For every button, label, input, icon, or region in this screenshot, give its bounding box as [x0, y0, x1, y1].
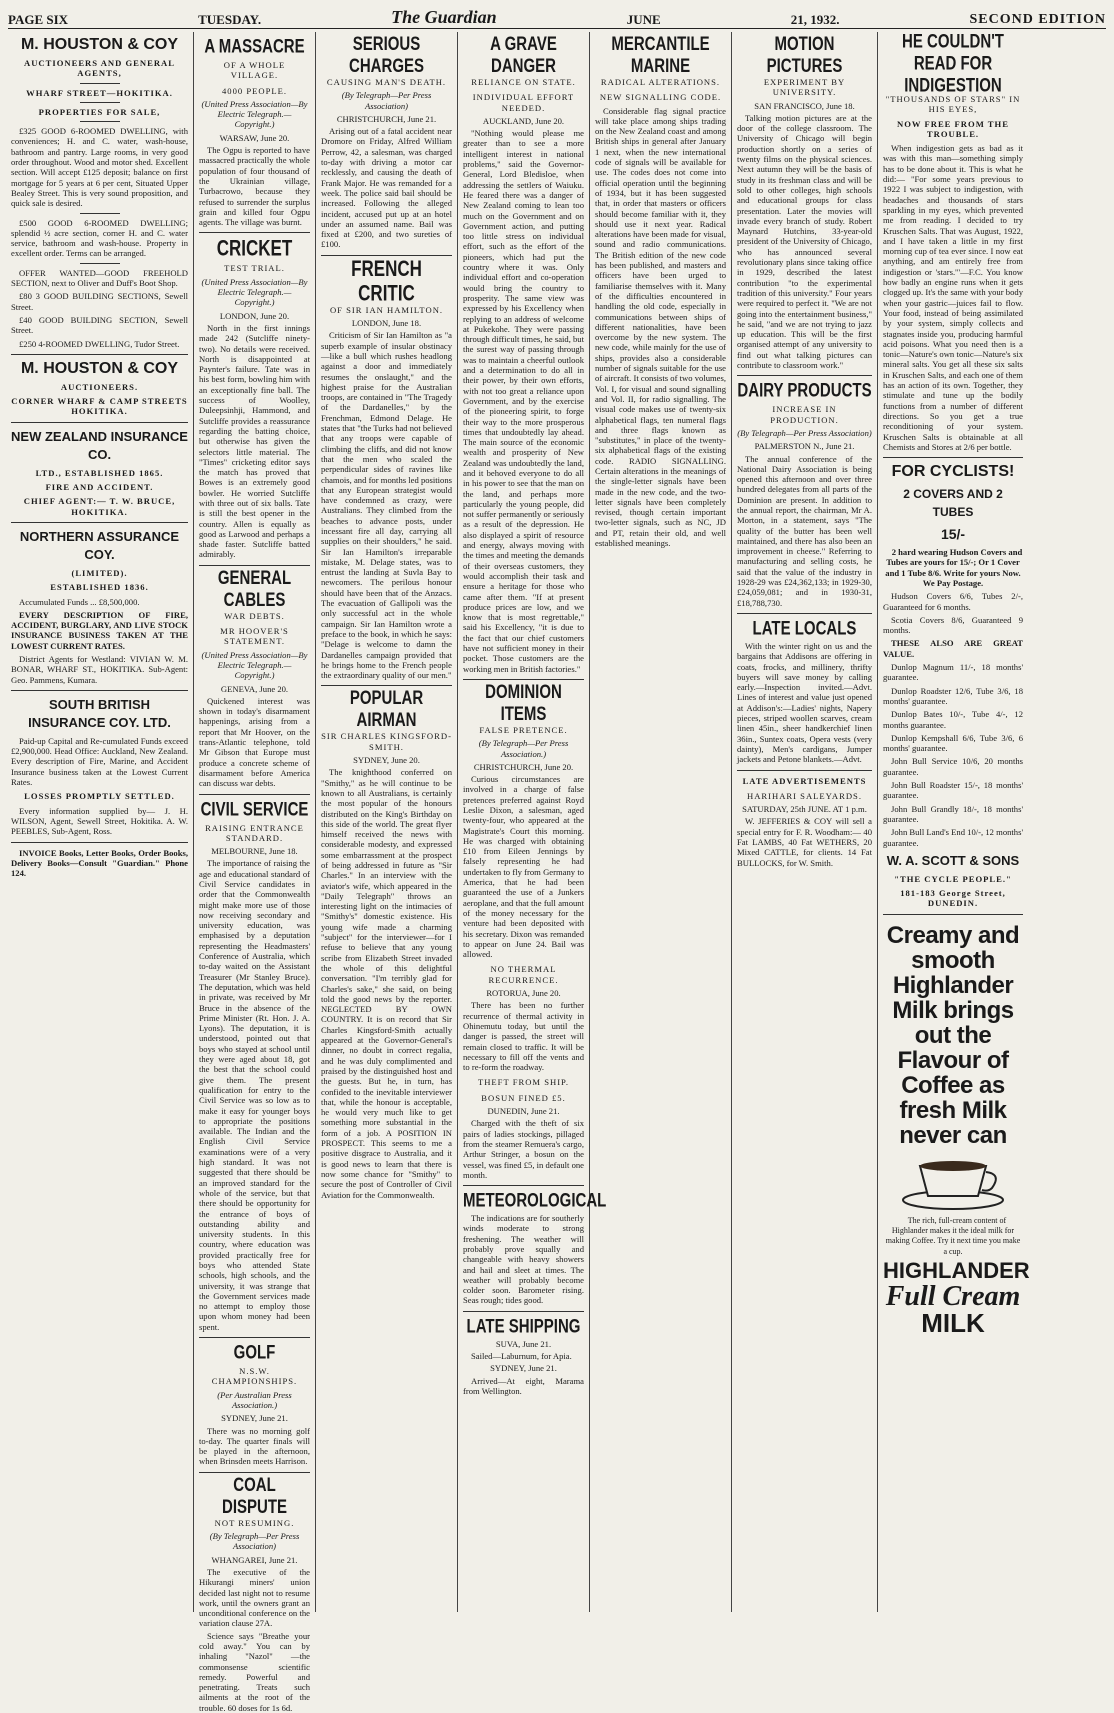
- houston2-sub: AUCTIONEERS.: [60, 381, 139, 392]
- divider: [11, 422, 188, 423]
- property-listing: OFFER WANTED—GOOD FREEHOLD SECTION, next to Oliver and Duff's Boot Shop.: [11, 267, 188, 289]
- golf-subhead: N.S.W. CHAMPIONSHIPS.: [211, 1366, 298, 1387]
- airman-body: The knighthood conferred on "Smithy," as he will continue to be known to all Australians, is certainly the most popular of the honours distributed on the King's Birthday on this side of the world. The great flyer himself received the news with considerable modesty, and expressed some embarrassment at the prospect of being addressed in future as "Sir Charles." In an interview with the aviator's wife, which appeared in the "Daily Telegraph" throws an interesting light on the intimacies of "Smithy's" domestic existence. His young wife made a charming "subject" for the interviewer—for I refuse to believe that any young scribe from Elizabeth Street invaded the whole of this delightful conversation. "I'm terribly glad for Charles's sake," she said, on being told the good news by the reporter. NEGLECTED BY OWN COUNTRY. It is on record that Sir Charles Kingsford-Smith actually appeared at the Governor-General's dinner, no doubt in correct regalia, and he was duly complimented and praised by the distinguished host and the guests. But he, in turn, has confided to the inevitable interviewer that, while the honour is acceptable, he would very much like to get something more substantial in the form of a job. A POSITION IN PROSPECT. This seems to me a positive disgrace to Australia, and it is good news to learn that there is now some chance for "Smithy" to secure the post of Controller of Civil Aviation for the Commonwealth.: [321, 767, 452, 1200]
- merc-subhead: RADICAL ALTERATIONS.: [600, 77, 721, 87]
- divider: [11, 690, 188, 691]
- property-listing: £500 GOOD 6-ROOMED DWELLING; splendid ½ acre section, corner H. and C. water service, bathroom and wash-house. Property in excellent order. Terms can be arranged.: [11, 217, 188, 259]
- divider: [737, 375, 872, 376]
- props-title: PROPERTIES FOR SALE,: [38, 106, 161, 117]
- houston-title: M. HOUSTON & COY: [20, 36, 179, 53]
- coal-body: The executive of the Hikurangi miners' union decided last night not to resume work, until the owners grant an unconditional conference on the variation clause 27A.: [199, 1566, 310, 1629]
- divider: [80, 121, 120, 122]
- thermal-subhead: NO THERMAL RECURRENCE.: [488, 964, 559, 985]
- motion-body: Talking motion pictures are at the door of the college classroom. The University of Chicago will begin production shortly on a series of twenty films on the physical sciences. Next autumn they will be the basis of study in its freshman class and will be sold to other colleges, high schools and educational groups for class presentation. Later the movies will invade every branch of study. Robert Maynard Hutchins, 33-year-old president of the University of Chicago, who has announced several revolutionary plans since taking office in 1929, described the latest contribution "to the experimental tradition of this university." Four years were required to perfect it. "We are not going into the entertainment business," he said, "and we are not trying to jazz up education. This will be the first organised attempt of any university to find out what talking pictures can contribute to classroom work.": [737, 112, 872, 371]
- tyre-item: Dunlop Bates 10/-, Tube 4/-, 12 months guarantee.: [883, 709, 1023, 730]
- cables-credit: (United Press Association—By Electric Telegraph.—Copyright.): [201, 649, 308, 681]
- milk-word: MILK: [921, 1307, 985, 1338]
- column-7: [878, 32, 1028, 1612]
- coal-headline: COAL DISPUTE: [221, 1473, 287, 1518]
- nzins-sub: LTD., ESTABLISHED 1865.: [35, 467, 164, 478]
- grave-subhead-2: INDIVIDUAL EFFORT NEEDED.: [472, 92, 575, 113]
- airman-subhead: SIR CHARLES KINGSFORD-SMITH.: [321, 731, 452, 752]
- civil-headline: CIVIL SERVICE: [200, 797, 309, 821]
- golf-headline: GOLF: [233, 1341, 276, 1364]
- divider: [199, 794, 310, 795]
- dominion-headline: DOMINION ITEMS: [485, 680, 562, 726]
- golf-body: There was no morning golf to-day. The quarter finals will be played in the afternoon, when Brinsden meets Harrison.: [199, 1425, 310, 1467]
- theft-body: Charged with the theft of six pairs of ladies stockings, pillaged from the steamer Remuera's cargo, Arthur Stringer, a bosun on the vessel, was fined £5, in default one month.: [463, 1118, 584, 1180]
- shipping-line-2: Arrived—At eight, Marama from Wellington.: [463, 1375, 584, 1396]
- northern-sub: (LIMITED).: [71, 567, 128, 578]
- serious-body: Arising out of a fatal accident near Dromore on Friday, Alfred William Perrow, 42, a salesman, was charged to-day with driving a motor car recklessly, and causing the death of Frank Major. He was remanded for a week. The police said bail should be increased. Following the alleged incident, accused put up at an hotel under an assumed name. Bail was fixed at £200, and two sureties of £100.: [321, 126, 452, 250]
- met-headline: METEOROLOGICAL: [463, 1189, 607, 1212]
- civil-body: The importance of raising the age and educational standard of Civil Service candidates in order that the Commonwealth might make more use of those now receiving secondary and university education, was emphasised by a deputation representing the Headmasters' Conference of Australia, which to-day waited on the Assistant Treasurer (Mr Stanley Bruce). The deputation, which was held in private, was received by Mr Bruce in the absence of the Prime Minister (Rt. Hon. J. A. Lyons). The deputation, it is understood, pointed out that boys who stayed at school until they were aged about 18, got the best that the school could give them. The present qualification for entry to the Civil Service was so low as to make it easy for younger boys to appropriate the positions available. The Indian and the English Civil Service examinations were of a very high standard. It was not suggested that there should be an improved standard for the whole of the service, but that there should be opportunity for the entrance of boys of outstanding ability and university students. In this country, where education was provided practically free for boys who attended State schools, high schools, and the university, it was strange that the Government services made no attempt to employ those upon whom money had been spent.: [199, 858, 310, 1332]
- divider: [11, 842, 188, 843]
- late-ads-date: SATURDAY, 25th JUNE. AT 1 p.m.: [742, 804, 867, 815]
- divider: [80, 102, 120, 103]
- civil-dateline: MELBOURNE, June 18.: [211, 846, 298, 857]
- tyre-item: Dunlop Roadster 12/6, Tube 3/6, 18 months' guarantee.: [883, 685, 1023, 706]
- divider: [463, 1185, 584, 1186]
- northern-title: NORTHERN ASSURANCE COY.: [19, 528, 180, 562]
- page-number: PAGE SIX: [8, 12, 69, 27]
- dairy-body: The annual conference of the National Dairy Association is being opened this afternoon and over three hundred delegates from all parts of the Dominion are present. In addition to the annual report, the chairman, Mr A. Morton, in a statement, says "The quality of the butter has been well maintained, and there has also been an improvement in cheese." Referring to manufacturing and selling costs, he said that the value of the industry in 1928-29 was £24,362,133; in 1929-30, £24,059,081; and in 1930-31, £18,788,730.: [737, 453, 872, 608]
- divider: [463, 679, 584, 680]
- northern-est: ESTABLISHED 1836.: [50, 582, 149, 593]
- massacre-dateline: WARSAW, June 20.: [219, 132, 290, 143]
- scott-addr: 181-183 George Street, DUNEDIN.: [900, 888, 1006, 909]
- coal-credit: (By Telegraph—Per Press Association): [209, 1531, 300, 1552]
- cables-dateline: GENEVA, June 20.: [220, 683, 289, 694]
- divider: [80, 213, 120, 214]
- page-columns: [6, 30, 1108, 1713]
- golf-dateline: SYDNEY, June 21.: [221, 1413, 288, 1424]
- divider: [11, 522, 188, 523]
- serious-dateline: CHRISTCHURCH, June 21.: [336, 113, 437, 124]
- masthead: [8, 6, 1106, 29]
- motion-dateline: SAN FRANCISCO, June 18.: [754, 100, 855, 111]
- dominion-body: Curious circumstances are involved in a charge of false pretences preferred against Royd Leslie Dixon, a salesman, aged twenty-four, who appeared at the Magistrate's Court this morning. He was charged with obtaining £10 from Eileen Jennings by falsely representing he had undertaken to fly from Germany to America, that he had been guaranteed the use of a Junkers aeroplane, and that the full amount of the money necessary for the venture had been deposited with his secretary. Dixon was remanded to appear on June 24. Bail was allowed.: [463, 774, 584, 960]
- tyre-item: Hudson Covers 6/6, Tubes 2/-, Guaranteed for 6 months.: [883, 591, 1023, 612]
- houston2-addr: CORNER WHARF & CAMP STREETS HOKITIKA.: [11, 396, 188, 417]
- scott-title: W. A. SCOTT & SONS: [886, 852, 1020, 868]
- property-listing: £250 4-ROOMED DWELLING, Tudor Street.: [19, 338, 180, 349]
- grave-body: "Nothing would please me greater than to see a more intelligent interest in national problems," said the Governor-General, Lord Bledisloe, when addressing the settlers of Waiuku. He feared there was a danger of New Zealand coming to lean too much on the Government and on Government action, and putting too little stress on individual effort, such as the effort of the pioneers, which had put the country where it was. Only individual effort and co-operation would bring the country to prosperity. The same view was expressed by his Excellency when replying to an address of welcome at Pukekohe. They were passing through difficult times, he said, but the surest way of passing through was to maintain a cheerful outlook and a determination to do all in their power, by their own efforts, with not too great a reliance upon Government, and by the exercise of the pioneering spirit, to forge their way to the more prosperous times that undoubtedly lay ahead. The main source of the economic wealth and prosperity of New Zealand was undoubtedly the land, and it behoved everyone to do all in his power to see that the man on the land, and perhaps more particularly the young people, did not suffer permanently or seriously as a result of the depression. He also displayed a spirit of resource and energy, always moving with the times and meeting the demands of their overseas customers, they would accomplish their task and ensure a heritage for those who came after them. "If at present produce prices are low, and we know that is most regrettable," said his Excellency, "it is due to the fact that our chief customers have not sufficient money in their pocket. Those customers are the working men in British factories.": [463, 128, 584, 674]
- grave-dateline: AUCKLAND, June 20.: [482, 115, 565, 126]
- tyre-item: THESE ALSO ARE GREAT VALUE.: [883, 638, 1023, 659]
- masthead-paper: The Guardian: [391, 7, 497, 27]
- masthead-month: JUNE: [626, 12, 661, 27]
- cyc-body: 2 hard wearing Hudson Covers and Tubes are yours for 15/-; Or 1 Cover and 1 Tube 8/6. Write for yours Now. We Pay Postage.: [885, 547, 1023, 588]
- cyc-price: 15/-: [940, 526, 966, 543]
- french-subhead: OF SIR IAN HAMILTON.: [329, 304, 444, 315]
- theft-subhead-2: BOSUN FINED £5.: [481, 1092, 566, 1103]
- cyc-sub: 2 COVERS AND 2 TUBES: [903, 487, 1003, 520]
- column-1: [6, 32, 194, 1612]
- divider: [883, 457, 1023, 458]
- divider: [883, 914, 1023, 915]
- tyre-item: Dunlop Magnum 11/-, 18 months' guarantee.: [883, 662, 1023, 683]
- locals-body: With the winter right on us and the bargains that Addisons are offering in coats, frocks, and millinery, thrifty buyers will save money by calling early.—Inspection invited.—Advt. Lines of interest and value just opened at Addison's:—Ladies' nights, Napery pieces, striped woollen scarves, cream linen 45in., sheer handkerchief linen 36in., Suntex coats, Opera vests (very dainty), Men's cardigans, Jumper jackets and Petone blankets.—Advt.: [737, 640, 872, 765]
- tyre-item: John Bull Land's End 10/-, 12 months' guarantee.: [883, 827, 1023, 848]
- indig-headline: HE COULDN'T READ FOR INDIGESTION: [902, 30, 1004, 97]
- south-info: Every information supplied by— J. H. WILSON, Agent, Sewell Street, Hokitika. A. W. PEEBLES, Sub-Agent, Ross.: [11, 805, 188, 837]
- cables-subhead: WAR DEBTS.: [224, 610, 285, 621]
- civil-subhead: RAISING ENTRANCE STANDARD.: [205, 822, 304, 843]
- cables-subhead-2: MR HOOVER'S STATEMENT.: [220, 626, 289, 647]
- dairy-dateline: PALMERSTON N., June 21.: [754, 441, 855, 452]
- theft-dateline: DUNEDIN, June 21.: [487, 1106, 560, 1117]
- nzins-title: NEW ZEALAND INSURANCE CO.: [11, 428, 188, 462]
- dominion-subhead: FALSE PRETENCE.: [479, 724, 568, 735]
- masthead-day: TUESDAY.: [198, 12, 262, 27]
- column-3: [316, 32, 458, 1612]
- dairy-headline: DAIRY PRODUCTS: [737, 379, 872, 402]
- south-losses: LOSSES PROMPTLY SETTLED.: [24, 791, 175, 802]
- coffee-cup-icon: [898, 1152, 1008, 1212]
- shipping-dateline: SUVA, June 21.: [495, 1338, 552, 1349]
- massacre-subhead-2: 4000 PEOPLE.: [222, 85, 287, 96]
- serious-headline: SERIOUS CHARGES: [348, 32, 424, 78]
- merc-body: Considerable flag signal practice will take place among ships trading on the New Zealand coast and among British ships in general after January 1 next, when the new international code of signals will be available for use. The codes does not come into official operation until the beginning of 1934, but it has been suggested that, in order that masters or officers should become familiar with it, they should use it next year. Radical alterations have been made for visual, sound and radio communications. The British edition of the new code has been published, and masters and officers have been urged to familiarise themselves with it. Many of the difficulties encountered in handling the old code, especially in communications between ships of different nationalities, have been overcome by the new system. The new code, while mainly for the use of ships, provides also a considerable number of signals suitable for the use of aircraft. It consists of two volumes, Vol. I, for visual and sound signalling and Vol. II, for radio signalling. The visual code makes use of twenty-six alphabetical flags, ten numeral flags and three flags known as "substitutes," in place of the twenty-six alphabetical flags of the existing code. RADIO SIGNALLING. Certain alterations in the meanings of the single-letter signals have been made in the new code, and the two-letter signals have been completely revised, though certain important two-letter signals, such as NC, JD and PT, retain their old, and well established meanings.: [595, 105, 726, 549]
- massacre-headline: A MASSACRE: [204, 35, 305, 58]
- column-5: [590, 32, 732, 1612]
- masthead-date: 21, 1932.: [790, 12, 840, 27]
- locals-headline: LATE LOCALS: [752, 617, 857, 640]
- shipping-line: Sailed—Laburnum, for Apia.: [471, 1351, 572, 1362]
- grave-subhead: RELIANCE ON STATE.: [471, 77, 576, 87]
- divider: [737, 613, 872, 614]
- cables-headline: GENERAL CABLES: [217, 566, 292, 611]
- property-listing: £40 GOOD BUILDING SECTION, Sewell Street.: [11, 314, 188, 336]
- milk-small: The rich, full-cream content of Highlander makes it the ideal milk for making Coffee. Try it next time you make a cup.: [885, 1215, 1021, 1256]
- cricket-subhead: TEST TRIAL.: [224, 263, 285, 274]
- milk-headline: Creamy and smooth Highlander Milk brings out the Flavour of Coffee as fresh Milk never can: [886, 921, 1020, 1149]
- cricket-dateline: LONDON, June 20.: [219, 310, 290, 321]
- french-body: Criticism of Sir Ian Hamilton as "a superb example of insular obstinacy—like a bull which rushes headlong against a door and immediately resumes the onslaught," and the highest praise for the Australian troops, are contained in "The Tragedy of the Dardanelles," by the Frenchman, Edmond Delage. He states that "the Turks had not believed that any troops were capable of climbing the cliffs, and did not know that the men who scaled the perpendicular sides of ravines like chamois, and for months led positions that any European strategist would have condemned as crazy, were Australians. They climbed from the beaches to advance posts, under incessant fire all day, carrying all supplies on their shoulders," he said. Sir Ian Hamilton's irreparable mistake, M. Delage states, was to entrust the landing at Suvla Bay to newcomers. The perilous honour should have been that of the Anzacs. The evacuation of Gallipoli was the only successful act in the whole campaign. Sir Ian Hamilton wrote a preface to the book, in which he says: "Delage is welcome to damn the Dardanelles campaign provided that he brings home to the French people the extraordinary quality of our men.": [321, 330, 452, 681]
- dairy-subhead: INCREASE IN PRODUCTION.: [770, 404, 839, 425]
- grave-headline: A GRAVE DANGER: [490, 32, 557, 78]
- divider: [80, 83, 120, 84]
- dairy-credit: (By Telegraph—Per Press Association): [737, 427, 872, 438]
- divider: [80, 263, 120, 264]
- thermal-body: There has been no further recurrence of thermal activity in Ohinemutu today, but until the danger is passed, the street will remain closed to traffic. It will be necessary to fill off the vents and to re-form the roadway.: [463, 1000, 584, 1073]
- northern-agents: District Agents for Westland: VIVIAN W. M. BONAR, WHARF ST., HOKITIKA. Sub-Agent: Geo. Pammens, Kumara.: [11, 653, 188, 685]
- column-2: [194, 32, 316, 1713]
- nzins-fire: FIRE AND ACCIDENT.: [45, 482, 154, 493]
- french-dateline: LONDON, June 18.: [351, 318, 422, 329]
- motion-subhead: EXPERIMENT BY UNIVERSITY.: [763, 77, 846, 98]
- cyc-title: FOR CYCLISTS!: [891, 463, 1015, 481]
- divider: [199, 232, 310, 233]
- indig-subhead-2: NOW FREE FROM THE TROUBLE.: [897, 118, 1009, 139]
- massacre-body: The Ogpu is reported to have massacred practically the whole population of four thousand of the Ukrainian village, Turbacrowo, because they refused to surrender the surplus grain and killed four Ogpu agents. The village was burnt.: [199, 145, 310, 228]
- massacre-credit: (United Press Association—By Electric Telegraph.—Copyright.): [201, 98, 308, 130]
- masthead-edition: SECOND EDITION: [969, 12, 1106, 27]
- merc-headline: MERCANTILE MARINE: [611, 32, 710, 78]
- divider: [199, 1472, 310, 1473]
- cricket-headline: CRICKET: [216, 236, 293, 262]
- late-ads-title: LATE ADVERTISEMENTS: [742, 775, 867, 786]
- tyre-item: John Bull Roadster 15/-, 18 months' guarantee.: [883, 780, 1023, 801]
- cricket-body: North in the first innings made 242 (Sutcliffe ninety-two). No details were received. North is disappointed at Paynter's failure. Tate was in his best form, bowling him with an exceptionally fine ball. The success of Woolley, Duleepsinhji, Hammond, and Sutcliffe provides a reassurance regarding the batting choice, but otherwise has given the selectors little material. The "Times" cricketing editor says the match has proved that Bowes is an extremely good bowler. He worried Sutcliffe with three out of six balls. Tate is still the best opener in the country. Allen is equally as good as Larwood and perhaps a shade faster. Sutcliffe batted admirably.: [199, 322, 310, 560]
- indig-body: When indigestion gets as bad as it was with this man—something simply has to be done about it. This is what he did:— "For some years previous to 1922 I was subject to indigestion, with headaches and thousands of stars sparkling in my eyes, which prevented me from reading. I decided to try Kruschen Salts. That was August, 1922, and I have taken a little in my first morning cup of tea ever since. I now eat anything, and am entirely free from indigestion or 'stars.'"—F.C. You know how badly an engine runs when it gets clogged up. It's the same with your body when your gastric—juices fail to flow. Your food, instead of being assimilated by your system, simply collects and stagnates inside you, producing harmful acid poisons. What you need then is a tonic—Nature's own tonic—Nature's six mineral salts. You get all these six salts in Kruschen Salts, and each one of them has an action of its own. Together, they stimulate and tune up the bodily functions from a number of different directions. So you get a true reconditioning of your system. Kruschen Salts is obtainable at all Chemists and Stores at 2/6 per bottle.: [883, 143, 1023, 452]
- coal-subhead: NOT RESUMING.: [214, 1517, 295, 1528]
- nzins-agent: CHIEF AGENT:— T. W. BRUCE, HOKITIKA.: [23, 496, 176, 517]
- thermal-dateline: ROTORUA, June 20.: [486, 988, 561, 999]
- divider: [11, 354, 188, 355]
- met-body: The indications are for southerly winds moderate to strong freshening. The weather will probably prove squally and changeable with heavy showers and hail and sleet at times. The weather will probably become colder soon. Barometer rising. Seas rough; tides good.: [463, 1213, 584, 1306]
- golf-credit: (Per Australian Press Association.): [217, 1389, 292, 1410]
- motion-headline: MOTION PICTURES: [766, 32, 843, 78]
- cables-body: Quickened interest was shown in today's disarmament happenings, arising from a report that Mr Hoover, on the trans-Atlantic telephone, told Mr Gibson that Europe must produce a concrete scheme of disarmament before America can discuss war debts.: [199, 695, 310, 789]
- indig-subhead: "THOUSANDS OF STARS" IN HIS EYES,: [885, 94, 1021, 115]
- divider: [199, 565, 310, 566]
- property-listing: £80 3 GOOD BUILDING SECTIONS, Sewell Street.: [11, 291, 188, 312]
- south-body: Paid-up Capital and Re-cumulated Funds exceed £2,900,000. Head Office: Auckland, New Zealand. Every description of Fire, Marine, and Accident Insurance business taken at the Lowest Current Rates.: [11, 735, 188, 788]
- airman-dateline: SYDNEY, June 20.: [353, 755, 420, 766]
- northern-body: EVERY DESCRIPTION OF FIRE, ACCIDENT, BURGLARY, AND LIVE STOCK INSURANCE BUSINESS TAKEN AT THE LOWEST CURRENT RATES.: [11, 609, 188, 651]
- column-6: [732, 32, 878, 1612]
- tyre-item: John Bull Grandly 18/-, 18 months' guarantee.: [883, 803, 1023, 824]
- serious-subhead: CAUSING MAN'S DEATH.: [326, 77, 447, 87]
- dominion-credit: (By Telegraph—Per Press Association.): [478, 738, 569, 759]
- cricket-credit: (United Press Association—By Electric Telegraph.—Copyright.): [201, 276, 308, 308]
- northern-funds: Accumulated Funds ... £8,500,000.: [19, 596, 140, 607]
- houston2-title: M. HOUSTON & COY: [20, 359, 179, 377]
- milk-script: Full Cream: [885, 1280, 1021, 1312]
- shipping-dateline-2: SYDNEY, June 21.: [490, 1363, 557, 1374]
- merc-subhead-2: NEW SIGNALLING CODE.: [599, 92, 722, 103]
- tyre-item: Scotia Covers 8/6, Guaranteed 9 months.: [883, 614, 1023, 636]
- tyre-item: John Bull Service 10/6, 20 months guarantee.: [883, 756, 1023, 777]
- airman-headline: POPULAR AIRMAN: [349, 687, 424, 732]
- houston-addr: WHARF STREET—HOKITIKA.: [26, 87, 173, 98]
- tyre-item: Dunlop Kempshall 6/6, Tube 3/6, 6 months' guarantee.: [883, 732, 1023, 754]
- serious-credit: (By Telegraph—Per Press Association): [341, 90, 432, 111]
- scott-sub: "THE CYCLE PEOPLE.": [894, 873, 1012, 884]
- shipping-headline: LATE SHIPPING: [466, 1315, 581, 1338]
- coal-dateline: WHANGAREI, June 21.: [211, 1554, 298, 1565]
- nazol-ad: Science says "Breathe your cold away." You can by inhaling "Nazol" —the commonsense scientific remedy. Powerful and penetrating. Treats such ailments at the root of the trouble. 60 doses for 1s 6d.: [199, 1630, 310, 1713]
- massacre-subhead: OF A WHOLE VILLAGE.: [223, 60, 286, 81]
- invoice-ad: INVOICE Books, Letter Books, Order Books, Delivery Books—Consult "Guardian." Phone 124.: [11, 847, 188, 879]
- late-ads-body: W. JEFFERIES & COY will sell a special entry for F. R. Woodham:— 40 Fat LAMBS, 40 Fat WETHERS, 20 Mixed CATTLE, for clients. 14 Fat BULLOCKS, for W. Smith.: [737, 816, 872, 868]
- french-headline: FRENCH CRITIC: [351, 256, 422, 306]
- dominion-dateline: CHRISTCHURCH, June 20.: [473, 761, 574, 772]
- divider: [199, 1337, 310, 1338]
- houston-sub: AUCTIONEERS AND GENERAL AGENTS,: [24, 58, 175, 79]
- property-listing: £325 GOOD 6-ROOMED DWELLING, with conveniences; H. and C. water, wash-house, bathroom and pantry. Large rooms, in very good order throughout. Wood and motor shed. Excellent section. Will accept £125 deposit; balance on first mortgage for 5 years at 6 per cent, Situated Upper Bealey Street. This is very sound proposition, and quick sale is desired.: [11, 126, 188, 209]
- divider: [737, 770, 872, 771]
- late-ads-subhead: HARIHARI SALEYARDS.: [747, 790, 862, 801]
- divider: [463, 1311, 584, 1312]
- theft-subhead: THEFT FROM SHIP.: [477, 1077, 570, 1088]
- south-title: SOUTH BRITISH INSURANCE COY. LTD.: [28, 696, 171, 730]
- column-4: [458, 32, 607, 1612]
- milk-brand: HIGHLANDER: [883, 1257, 1030, 1283]
